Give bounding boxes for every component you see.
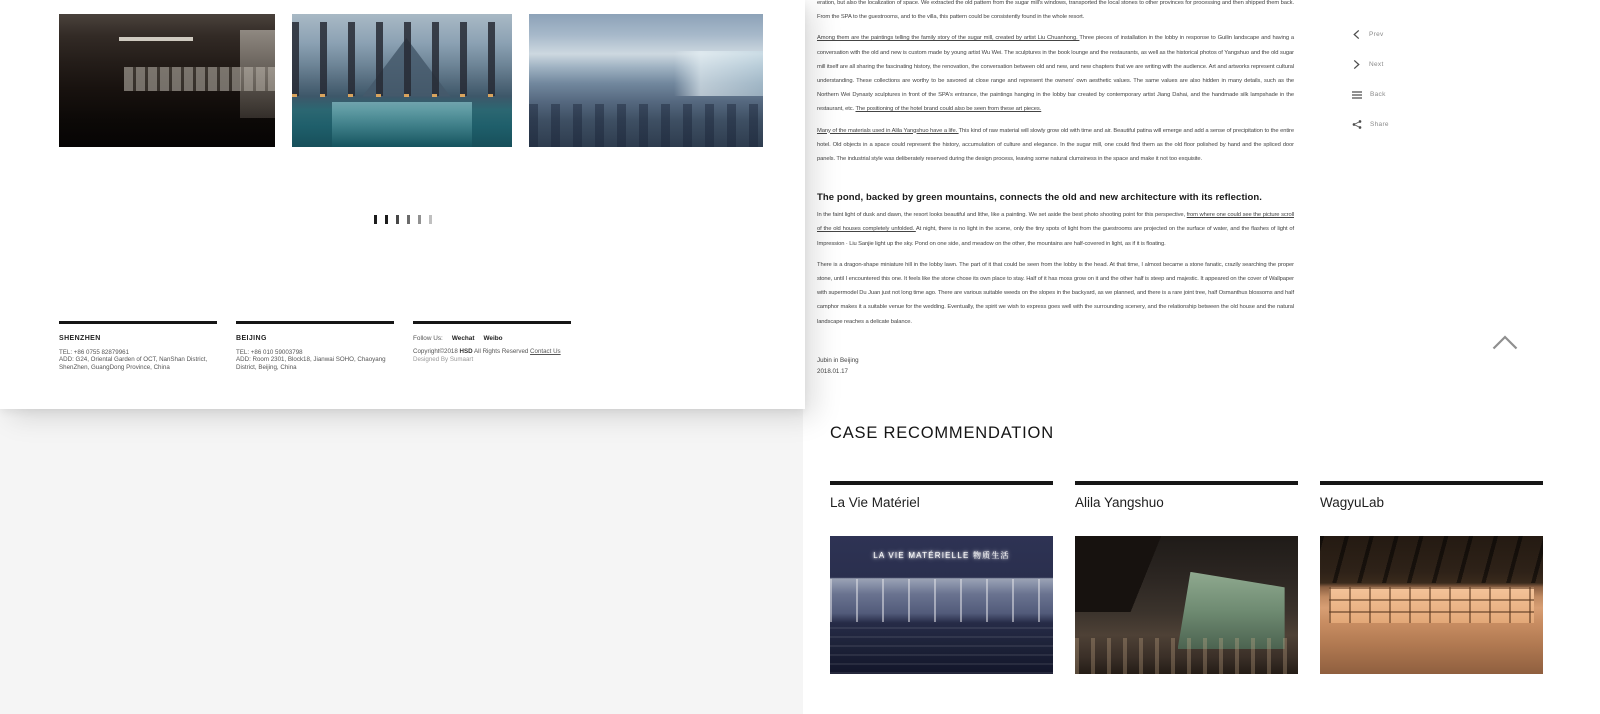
pagination-dot[interactable] [418,215,421,224]
colonnade-columns-shape [292,22,512,96]
case-photo-storefront [830,536,1053,674]
sumaart-link[interactable]: Sumaart [449,356,474,364]
roof-truss-shape [1320,536,1543,583]
nav-label: Share [1370,121,1389,128]
case-photo-restaurant-hall [1075,536,1298,674]
chevron-up-icon [1491,338,1519,355]
gallery-footer-page [0,0,805,409]
weibo-link[interactable]: Weibo [483,335,503,342]
article-paragraph: Many of the materials used in Alila Yangshuo have a life. This kind of raw material will slowly grow old with time and air. Beautiful patina will emerge and add a sense of precipitation to the entire hotel. Old objects in a space could represent the history, accumulation of culture and elegance. In the sugar mill, one could find them as the old floor polished by hand and the spliced door panels. The industrial style was deliberately reserved during the design process, leaving some natural clumsiness in the space and make it not too exquisite. [817,127,1294,163]
share-button[interactable] [1352,118,1389,131]
signature-date: 2018.01.17 [817,368,848,376]
case-card-alila-yangshuo[interactable] [1075,481,1298,674]
case-recommendation-heading: CASE RECOMMENDATION [830,424,1054,442]
pagination-dot[interactable] [396,215,399,224]
nav-label: Next [1369,61,1384,68]
case-photo-warm-interior [1320,536,1543,674]
nav-label: Prev [1369,31,1384,38]
nav-label: Back [1370,91,1386,98]
designed-by-text: Designed By [413,356,450,364]
pool-water-shape [332,102,473,147]
chairs-band-shape [529,104,763,147]
copyright-text: Copyright©2018 [413,348,460,355]
pagination-dot[interactable] [385,215,388,224]
column-lights-shape [292,94,512,97]
window-glow-shape [240,30,275,118]
office-address: ADD: G24, Oriental Garden of OCT, NanShan District, ShenZhen, GuangDong Province, China [59,356,208,371]
dining-tables-shape [1075,638,1298,674]
wechat-link[interactable]: Wechat [451,335,475,342]
menu-icon [1352,90,1362,100]
footer-office-beijing [236,321,394,371]
case-title: Alila Yangshuo [1075,495,1164,510]
pagination-dot[interactable] [374,215,377,224]
designed-by-line [413,356,571,363]
case-title: WagyuLab [1320,495,1385,510]
article-body [817,0,1294,378]
office-tel: TEL: +86 0755 82879961 [59,349,130,356]
footer-social [413,321,571,371]
pagination-dot[interactable] [407,215,410,224]
motion-streaks-shape [830,627,1053,674]
case-title: La Vie Matériel [830,495,920,510]
pagination-dot[interactable] [429,215,432,224]
article-subheading: The pond, backed by green mountains, connects the old and new architecture with its reflection. [817,192,1262,204]
footer-office-shenzhen [59,321,217,371]
brand-name: HSD [459,348,473,355]
divider [413,321,571,324]
divider [1320,481,1543,485]
office-city: SHENZHEN [59,335,101,342]
chevron-left-icon [1352,29,1361,40]
article-paragraph: Among them are the paintings telling the family story of the sugar mill, created by artist Liu Chuanhong. Three pieces of installation in the lobby in response to Guilin landscape and having a conversation with the old and new is custom made by young artist Wu Wei. The sculptures in the book lounge and the restaurants, as well as the historical photos of Yangshuo and the old sugar mill itself are all sharing the fascinating history, the renovation, the conversation between old and new, and new chapters that we are writing with the audience. Art and artworks represent cultural understanding. These collections are worthy to be savored at close range and represent the owners' own aesthetic values. The same values are also hidden in many details, such as the Northern Wei Dynasty sculptures in front of the SPA's entrance, the paintings hanging in the lobby bar created by contemporary artist Jiang Dahai, and the handmade silk lampshade in the restaurant, etc. The positioning of the hotel brand could also be seen from these art pieces. [817,35,1294,113]
article-paragraph: In the faint light of dusk and dawn, the resort looks beautiful and lithe, like a painting. We set aside the best photo shooting point for this perspective, from where one could see the picture scroll of the old houses completely unfolded. At night, there is no light in the scene, only the tiny spots of light from the guestrooms are projected on the surface of water, and the flashes of light of Impression · Liu Sanjie light up the sky. Pond on one side, and meadow on the other, the mountains are half-covered in light, as if it is floating. [817,212,1295,247]
site-footer [59,321,749,371]
office-address: ADD: Room 2301, Block18, Jianwai SOHO, Chaoyang District, Beijing, China [236,356,386,371]
article-signature [817,355,1294,378]
contact-us-link[interactable]: Contact Us [530,348,561,355]
chevron-right-icon [1352,59,1361,70]
lit-shelves-shape [1329,587,1534,623]
case-card-wagyulab[interactable] [1320,481,1543,674]
divider [830,481,1053,485]
follow-us-label: Follow Us: [413,335,443,342]
ceiling-light-shape [119,37,192,41]
copyright-line [413,348,571,355]
office-city: BEIJING [236,335,267,342]
article-paragraph: There is a dragon-shape miniature hill in the lobby lawn. The part of it that could be seen from the lobby is the head. At that time, I almost became a stone fanatic, crazily searching the proper stone, until I encountered this one. It feels like the stone chose its own place to stay. Half of it has moss grow on it and the other half is steep and majestic. It appeared on the cover of Wallpaper with supermodel Du Juan just not long time ago. There are various suitable weeds on the slopes in the backyard, as we planned, and there is a rare joint tree, half Osmanthus blossoms and half camphor makes it a suitable venue for the wedding. Eventually, the spirit we wish to express goes well with the surrounding scenery, and the relationship between the old house and the natural landscape reaches a delicate balance. [817,261,1294,325]
back-button[interactable] [1352,88,1389,101]
storefront-sign-text: LA VIE MATÉRIELLE 物质生活 [873,551,1010,560]
signature-author: Jubin in Beijing [817,356,859,364]
article-nav-rail [1352,28,1389,131]
gallery-photo-restaurant[interactable] [529,14,763,147]
share-icon [1352,119,1362,130]
prev-button[interactable] [1352,28,1389,41]
next-button[interactable] [1352,58,1389,71]
case-cards [830,481,1543,674]
gallery-pagination [0,215,805,224]
rights-text: All Rights Reserved [472,348,531,355]
storefront-mullions-shape [830,579,1053,622]
gallery-photo-lobby-bar[interactable] [59,14,275,147]
back-to-top-button[interactable] [1491,334,1521,352]
window-band-shape [674,51,763,96]
article-page [803,0,1600,714]
office-tel: TEL: +86 010 59003798 [236,349,303,356]
divider [236,321,394,324]
gallery-photo-pool-colonnade[interactable] [292,14,512,147]
divider [1075,481,1298,485]
case-card-la-vie-materiel[interactable] [830,481,1053,674]
divider [59,321,217,324]
article-paragraph: eration, but also the localization of space. We extracted the old pattern from the sugar mill's windows, transported the local stones to other provinces for processing and then shipped them back. From the SPA to the guestrooms, and to the villa, this pattern could be consistently found in the whole resort. [817,0,1294,21]
